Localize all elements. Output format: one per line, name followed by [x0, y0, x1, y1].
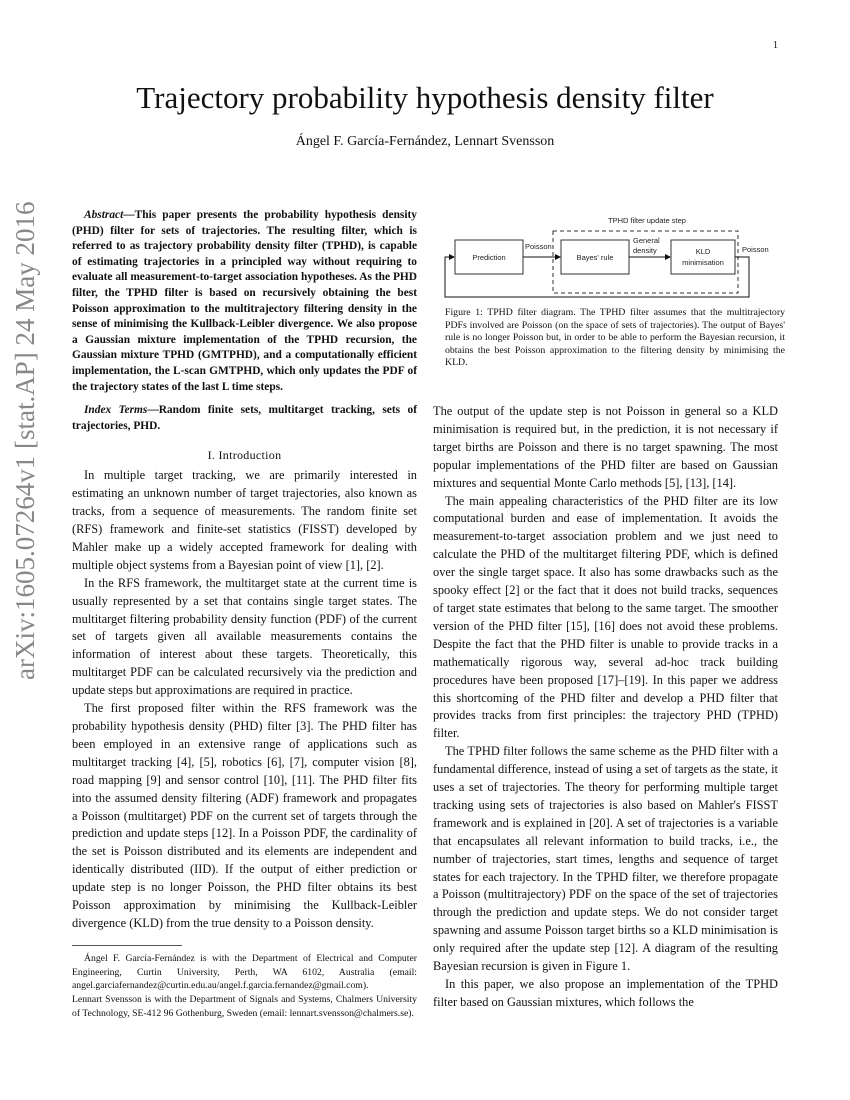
density-label: density: [633, 246, 657, 255]
index-terms: Index Terms—Random finite sets, multitarget tracking, sets of trajectories, PHD.: [72, 404, 417, 432]
bayes-label: Bayes' rule: [576, 253, 614, 262]
footnote: Ángel F. García-Fernández is with the Department of Electrical and Computer Engineering, Curtin University, Perth, WA 6102, Australia (email: angel.garciafernandez@curtin.edu.au/angel.f.garcia.fernandez@gmail.com).: [72, 952, 417, 992]
section-heading: I. Introduction: [207, 448, 282, 463]
paragraph: In multiple target tracking, we are primarily interested in estimating an unknown number of target trajectories, also known as tracks, from a sequence of measurements. The random finite set (RFS) framework and finite-set statistics (FISST) developed by Mahler make up a widely accepted framework for dealing with multiple object systems from a Bayesian point of view [1], [2].: [72, 468, 417, 572]
kld-box: [671, 240, 735, 274]
diagram-title: TPHD filter update step: [608, 216, 686, 225]
kld-label: KLD: [695, 247, 711, 256]
paper-title: Trajectory probability hypothesis density filter: [136, 80, 714, 115]
prediction-label: Prediction: [472, 253, 506, 262]
paragraph: In the RFS framework, the multitarget state at the current time is usually represented by a set that contains single target states. The multitarget filtering probability density function (PDF) of the current set of targets given all available measurements contains the information of interest about these targets. Theoretically, this multitarget PDF can be calculated recursively via the prediction and update steps but approximations are required in practice.: [72, 575, 417, 698]
paragraph: The TPHD filter follows the same scheme as the PHD filter with a fundamental difference, instead of using a set of targets as the state, it uses a set of trajectories. The theory for performing multiple target tracking using sets of trajectories is also based on Mahler's FISST framework and is explained in [20]. A set of trajectories is a variable that encapsulates all relevant information to build tracks, i.e., the number of trajectories, start times, lengths and sequence of target states for each trajectory. In the TPHD filter, we therefore propagate a Poisson (multitrajectory) PDF on the space of the set of trajectories through the prediction and update steps. We do not consider target spawning and assume Poisson target births so a KLD minimisation is only required after the update step [12]. A diagram of the resulting Bayesian recursion is given in Figure 1.: [433, 744, 778, 974]
kld-label-2: minimisation: [682, 258, 724, 267]
arxiv-watermark: arXiv:1605.07264v1 [stat.AP] 24 May 2016: [10, 201, 40, 680]
left-column: [72, 208, 417, 1021]
paragraph: In this paper, we also propose an implementation of the TPHD filter based on Gaussian mixtures, which follows the: [433, 977, 778, 1009]
poisson-in-label: Poisson: [525, 242, 552, 251]
abstract: Abstract—This paper presents the probability hypothesis density (PHD) filter for sets of trajectories. The resulting filter, which is referred to as trajectory probability density filter (TPHD), is capable of estimating trajectories in a principled way without requiring to evaluate all measurement-to-target association hypotheses. As the PHD filter, the TPHD filter is based on recursively obtaining the best Poisson approximation to the multitrajectory filtering density in the sense of minimising the Kullback-Leibler divergence. We also propose a Gaussian mixture implementation of the TPHD recursion, the Gaussian mixture TPHD (GMTPHD), and a computationally efficient implementation, the L-scan GMTPHD, which only updates the PDF of the trajectory states of the last L time steps.: [72, 209, 417, 393]
authors: Ángel F. García-Fernández, Lennart Svensson: [295, 134, 555, 149]
paragraph: The first proposed filter within the RFS framework was the probability hypothesis density (PHD) filter [3]. The PHD filter has been employed in an extensive range of applications such as multitarget tracking [4], [5], robotics [6], [7], computer vision [8], road mapping [9] and sensor control [10], [11]. The PHD filter fits into the assumed density filtering (ADF) framework and propagates a Poisson (multitarget) PDF on the current set of targets through the prediction and update steps [12]. In a Poisson PDF, the cardinality of the set is Poisson distributed and its elements are independent and identically distributed (IID). If the output of either prediction or update step is no longer Poisson, the PHD filter obtains its best Poisson approximation by minimising the Kullback-Leibler divergence (KLD) from the true density to a Poisson density.: [72, 701, 417, 930]
poisson-out-label: Poisson: [742, 245, 769, 254]
right-column: [433, 403, 778, 1012]
figure-caption: Figure 1: TPHD filter diagram. The TPHD filter assumes that the multitrajectory PDFs involved are Poisson (on the space of sets of trajectories). The output of Bayes' rule is no longer Poisson but, in order to be able to perform the Bayesian recursion, it obtains the best Poisson approximation to the filtering density by minimising the KLD.: [445, 307, 785, 369]
tphd-diagram: [433, 208, 783, 303]
footnote-rule: [72, 945, 182, 946]
page-number: 1: [773, 40, 778, 51]
general-label: General: [633, 236, 660, 245]
footnote: Lennart Svensson is with the Department of Signals and Systems, Chalmers University of Technology, SE-412 96 Gothenburg, Sweden (email: lennart.svensson@chalmers.se).: [72, 994, 417, 1020]
paragraph: The main appealing characteristics of the PHD filter are its low computational burden and ease of implementation. It avoids the measurement-to-target association problem and we just need to calculate the PHD of the multitarget filtering PDF, which is defined over the single target space. It also has some drawbacks such as the spooky effect [2] or the fact that it does not build tracks, sequences of target state estimates that belong to the same target. The smoother version of the PHD filter [15], [16] does not avoid these problems. Despite the fact that the PHD filter is unable to provide tracks in a mathematically rigorous way, several ad-hoc track building procedures have been proposed [17]–[19]. In this paper we address this shortcoming of the PHD filter and develop a PHD filter that provides tracks from first principles: the trajectory PHD (TPHD) filter.: [433, 493, 778, 741]
paragraph: The output of the update step is not Poisson in general so a KLD minimisation is required but, in the prediction, it is not necessary if target births are Poisson and there is no target spawning. The most popular implementations of the PHD filter are based on Gaussian mixtures and sequential Monte Carlo methods [5], [13], [14].: [433, 404, 778, 490]
